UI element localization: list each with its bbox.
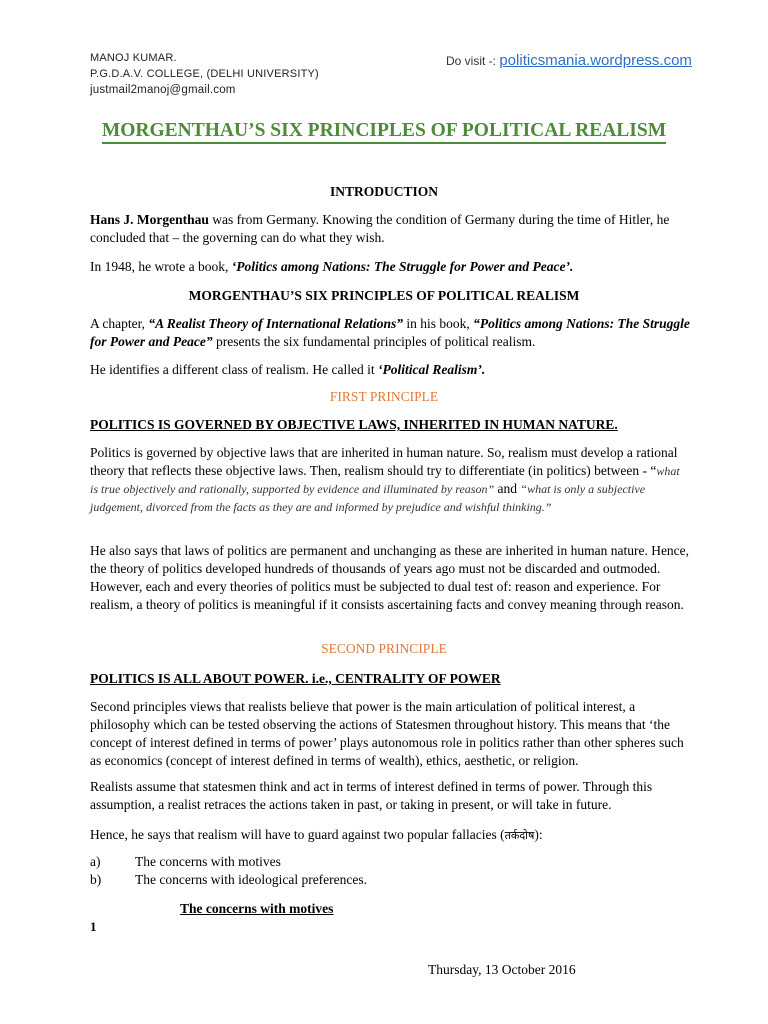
visit-note — [446, 52, 692, 69]
second-principle-heading: POLITICS IS ALL ABOUT POWER. i.e., CENTRALITY OF POWER — [90, 671, 501, 686]
principle-text: and — [494, 481, 521, 496]
chapter-text: in his book, — [402, 316, 474, 331]
chapter-paragraph — [90, 315, 690, 351]
visit-label: Do visit -: — [446, 54, 500, 68]
second-principle-paragraph-3 — [90, 826, 690, 845]
intro-paragraph-2 — [90, 258, 690, 276]
chapter-text: A chapter, — [90, 316, 149, 331]
first-principle-heading: POLITICS IS GOVERNED BY OBJECTIVE LAWS, INHERITED IN HUMAN NATURE. — [90, 417, 618, 432]
list-marker: a) — [90, 854, 101, 869]
identifies-paragraph — [90, 361, 690, 379]
book-title: ‘Politics among Nations: The Struggle for Power and Peace’. — [231, 259, 574, 274]
blog-link[interactable]: politicsmania.wordpress.com — [499, 52, 692, 69]
footer-date: Thursday, 13 October 2016 — [428, 962, 576, 977]
first-principle-paragraph-1 — [90, 444, 690, 516]
page-title: MORGENTHAU’S SIX PRINCIPLES OF POLITICAL REALISM — [0, 120, 768, 142]
second-principle-paragraph-2: Realists assume that statesmen think and act in terms of interest defined in terms of power. Through this assumption, a realist retraces the actions taken in past, or taking in present, or will take in future. — [90, 779, 653, 812]
first-principle-paragraph-2: He also says that laws of politics are permanent and unchanging as these are inherited in human nature. Hence, the theory of politics developed hundreds of thousands of years ago must not be discarded and outmoded. However, each and every theories of politics must be subjected to dual test of: reason and experience. For realism, a theory of politics is meaningful if it consists ascertaining facts and convey meaning through reason. — [90, 543, 690, 612]
second-principle-paragraph-1: Second principles views that realists believe that power is the main articulation of political interest, a philosophy which can be tested observing the actions of Statesmen throughout history. This means that ‘the concept of interest defined in terms of power’ plays autonomous role in politics rather than other spheres such as economics (concept of interest defined in terms of wealth), ethics, aesthetic, or religion. — [90, 699, 684, 768]
chapter-title: “A Realist Theory of International Relations” — [148, 316, 403, 331]
author-name: MANOJ KUMAR. — [90, 52, 177, 64]
list-item — [90, 853, 281, 871]
principle-text: Politics is governed by objective laws that are inherited in human nature. So, realism must develop a rational theory that reflects these objective laws. Then, realism should try to differentiate (in politics) between - “ — [90, 445, 678, 478]
motives-subheading: The concerns with motives — [180, 901, 334, 916]
list-item-text: The concerns with motives — [135, 854, 281, 869]
section-heading: MORGENTHAU’S SIX PRINCIPLES OF POLITICAL REALISM — [188, 288, 580, 303]
intro-text: In 1948, he wrote a book, — [90, 259, 232, 274]
quote-subjective: “what is only a subjective judgement, divorced from the facts as they are and informed by prejudice and wishful thinking.” — [90, 482, 646, 514]
first-principle-label: FIRST PRINCIPLE — [329, 389, 439, 404]
fallacy-text: ): — [534, 827, 543, 842]
chapter-text: presents the six fundamental principles of political realism. — [212, 334, 536, 349]
list-marker: b) — [90, 872, 102, 887]
page-number: 1 — [90, 919, 97, 934]
college-name: P.G.D.A.V. COLLEGE, (DELHI UNIVERSITY) — [90, 68, 319, 80]
intro-paragraph-1 — [90, 211, 690, 247]
book-title: “Politics among Nations: The Struggle for Power and Peace” — [90, 316, 690, 349]
list-item — [90, 871, 367, 889]
second-principle-label: SECOND PRINCIPLE — [321, 641, 447, 656]
quote-objective: what is true objectively and rationally, supported by evidence and illuminated by reason” — [90, 464, 680, 496]
author-name-bold: Hans J. Morgenthau — [90, 212, 209, 227]
list-item-text: The concerns with ideological preferences. — [135, 872, 368, 887]
intro-heading: INTRODUCTION — [329, 184, 438, 199]
political-realism-term: ‘Political Realism’. — [378, 362, 486, 377]
hindi-term: तर्कदोष — [504, 829, 535, 842]
fallacy-text: Hence, he says that realism will have to guard against two popular fallacies ( — [90, 827, 505, 842]
identifies-text: He identifies a different class of realism. He called it — [90, 362, 379, 377]
author-email: justmail2manoj@gmail.com — [90, 84, 236, 96]
document-header — [90, 50, 319, 98]
intro-text: was from Germany. Knowing the condition of Germany during the time of Hitler, he concluded that – the governing can do what they wish. — [90, 212, 670, 245]
